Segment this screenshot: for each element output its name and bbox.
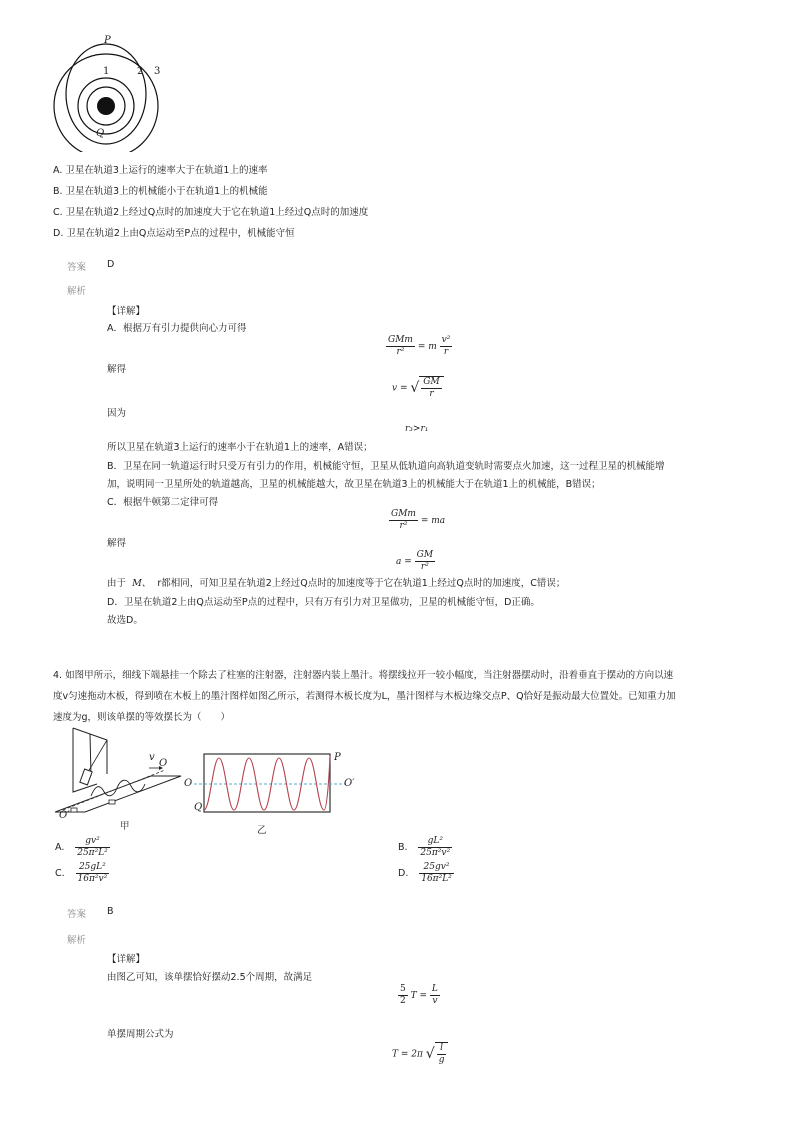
q4-stem-line-1: 4. 如图甲所示，细线下端悬挂一个除去了柱塞的注射器，注射器内装上墨汁。将摆线拉开一较小幅度，当注射器摆动时，沿着垂直于摆动的方向以速 (53, 670, 674, 681)
q4-text-1: 由图乙可知，该单摆恰好摆动2.5个周期，故满足 (107, 972, 313, 983)
figure-yi (180, 748, 360, 818)
q4-heading: 【详解】 (107, 954, 146, 965)
q3-a-intro: A．根据万有引力提供向心力可得 (107, 323, 247, 334)
q4-equation-1: $\frac{5}{2}$ T = $\frac{L}{v}$ (400, 984, 438, 1006)
orbit-label-2: 2 (137, 66, 144, 77)
fig-yi-label-q: Q (194, 802, 203, 813)
q3-answer-value: D (107, 259, 115, 270)
figure-yi-caption: 乙 (257, 825, 267, 836)
q4-option-b: B. $\frac{\text{gL²}}{\text{25π²v²}}$ (398, 836, 451, 858)
figure-jia-caption: 甲 (120, 821, 130, 832)
q3-analysis-label: 解析 (67, 286, 87, 297)
q4-stem-line-3: 速度为g，则该单摆的等效摆长为（ ） (53, 712, 231, 723)
fig-jia-label-o-prime: O′ (59, 810, 70, 821)
q3-c-intro: C．根据牛顿第二定律可得 (107, 497, 219, 508)
q3-option-c: C. 卫星在轨道2上经过Q点时的加速度大于它在轨道1上经过Q点时的加速度 (53, 207, 369, 218)
orbit-label-1: 1 (103, 66, 110, 77)
fig-yi-label-o: O (184, 778, 193, 789)
q3-choose: 故选D。 (107, 615, 143, 626)
orbit-label-q: Q (96, 128, 105, 139)
q4-equation-2: T = 2π √ $\frac{l}{g}$ (392, 1042, 448, 1066)
q3-b-line-2: 加，说明同一卫星所处的轨道越高，卫星的机械能越大，故卫星在轨道3上的机械能大于在轨道1上的机械能，B错误； (107, 479, 601, 490)
q3-because: 因为 (107, 408, 127, 419)
q4-answer-value: B (107, 906, 114, 917)
q3-answer-label: 答案 (67, 262, 87, 273)
q3-equation-3: r₃>r₁ (405, 424, 429, 434)
q4-text-2: 单摆周期公式为 (107, 1029, 174, 1040)
q4-option-a: A. $\frac{\text{gv²}}{\text{25π²L²}}$ (55, 836, 108, 858)
q3-equation-1: $\frac{\text{GMm}}{\text{r²}}$ = m $\frac{\text{v²}}{r}$ (388, 335, 451, 357)
q3-equation-2: v = √ $\frac{GM}{r}$ (392, 376, 444, 400)
q3-a-conclusion: 所以卫星在轨道3上运行的速率小于在轨道1上的速率，A错误； (107, 442, 373, 453)
q3-solve-2: 解得 (107, 538, 127, 549)
q3-b-line-1: B．卫星在同一轨道运行时只受万有引力的作用，机械能守恒，卫星从低轨道向高轨道变轨时需要点火加速，这一过程卫星的机械能增 (107, 461, 665, 472)
q3-equation-5: a = $\frac{GM}{\text{r²}}$ (396, 550, 434, 572)
orbit-label-3: 3 (154, 66, 161, 77)
fig-yi-label-o-prime: O′ (344, 778, 355, 789)
fig-jia-label-v: v (149, 752, 155, 763)
fig-yi-label-p: P (334, 752, 341, 763)
q3-equation-4: $\frac{\text{GMm}}{\text{r²}}$ = ma (391, 509, 446, 531)
q3-option-b: B. 卫星在轨道3上的机械能小于在轨道1上的机械能 (53, 186, 268, 197)
q3-option-d: D. 卫星在轨道2上由Q点运动至P点的过程中，机械能守恒 (53, 228, 295, 239)
orbit-label-p: P (104, 35, 111, 46)
q3-c-conclusion: 由于 M、 r都相同，可知卫星在轨道2上经过Q点时的加速度等于它在轨道1上经过Q点时的加速度，C错误； (107, 578, 566, 589)
q3-solve-1: 解得 (107, 364, 127, 375)
q3-d-text: D．卫星在轨道2上由Q点运动至P点的过程中，只有万有引力对卫星做功，卫星的机械能守恒，D正确。 (107, 597, 540, 608)
q4-stem-line-2: 度v匀速拖动木板，得到喷在木板上的墨汁图样如图乙所示，若测得木板长度为L，墨汁图样与木板边缘交点P、Q恰好是振动最大位置处。已知重力加 (53, 691, 676, 702)
q3-option-a: A. 卫星在轨道3上运行的速率大于在轨道1上的速率 (53, 165, 268, 176)
q4-option-d: D. $\frac{\text{25gv²}}{\text{16π²L²}}$ (398, 862, 452, 884)
orbit-diagram (50, 36, 180, 152)
orbit-figure (50, 36, 180, 152)
q4-analysis-label: 解析 (67, 935, 87, 946)
q3-heading: 【详解】 (107, 306, 146, 317)
q4-option-c: C. $\frac{\text{25gL²}}{\text{16π²v²}}$ (55, 862, 108, 884)
fig-jia-label-o: O (159, 758, 168, 769)
ink-trace-drawing (180, 748, 360, 818)
q4-answer-label: 答案 (67, 909, 87, 920)
